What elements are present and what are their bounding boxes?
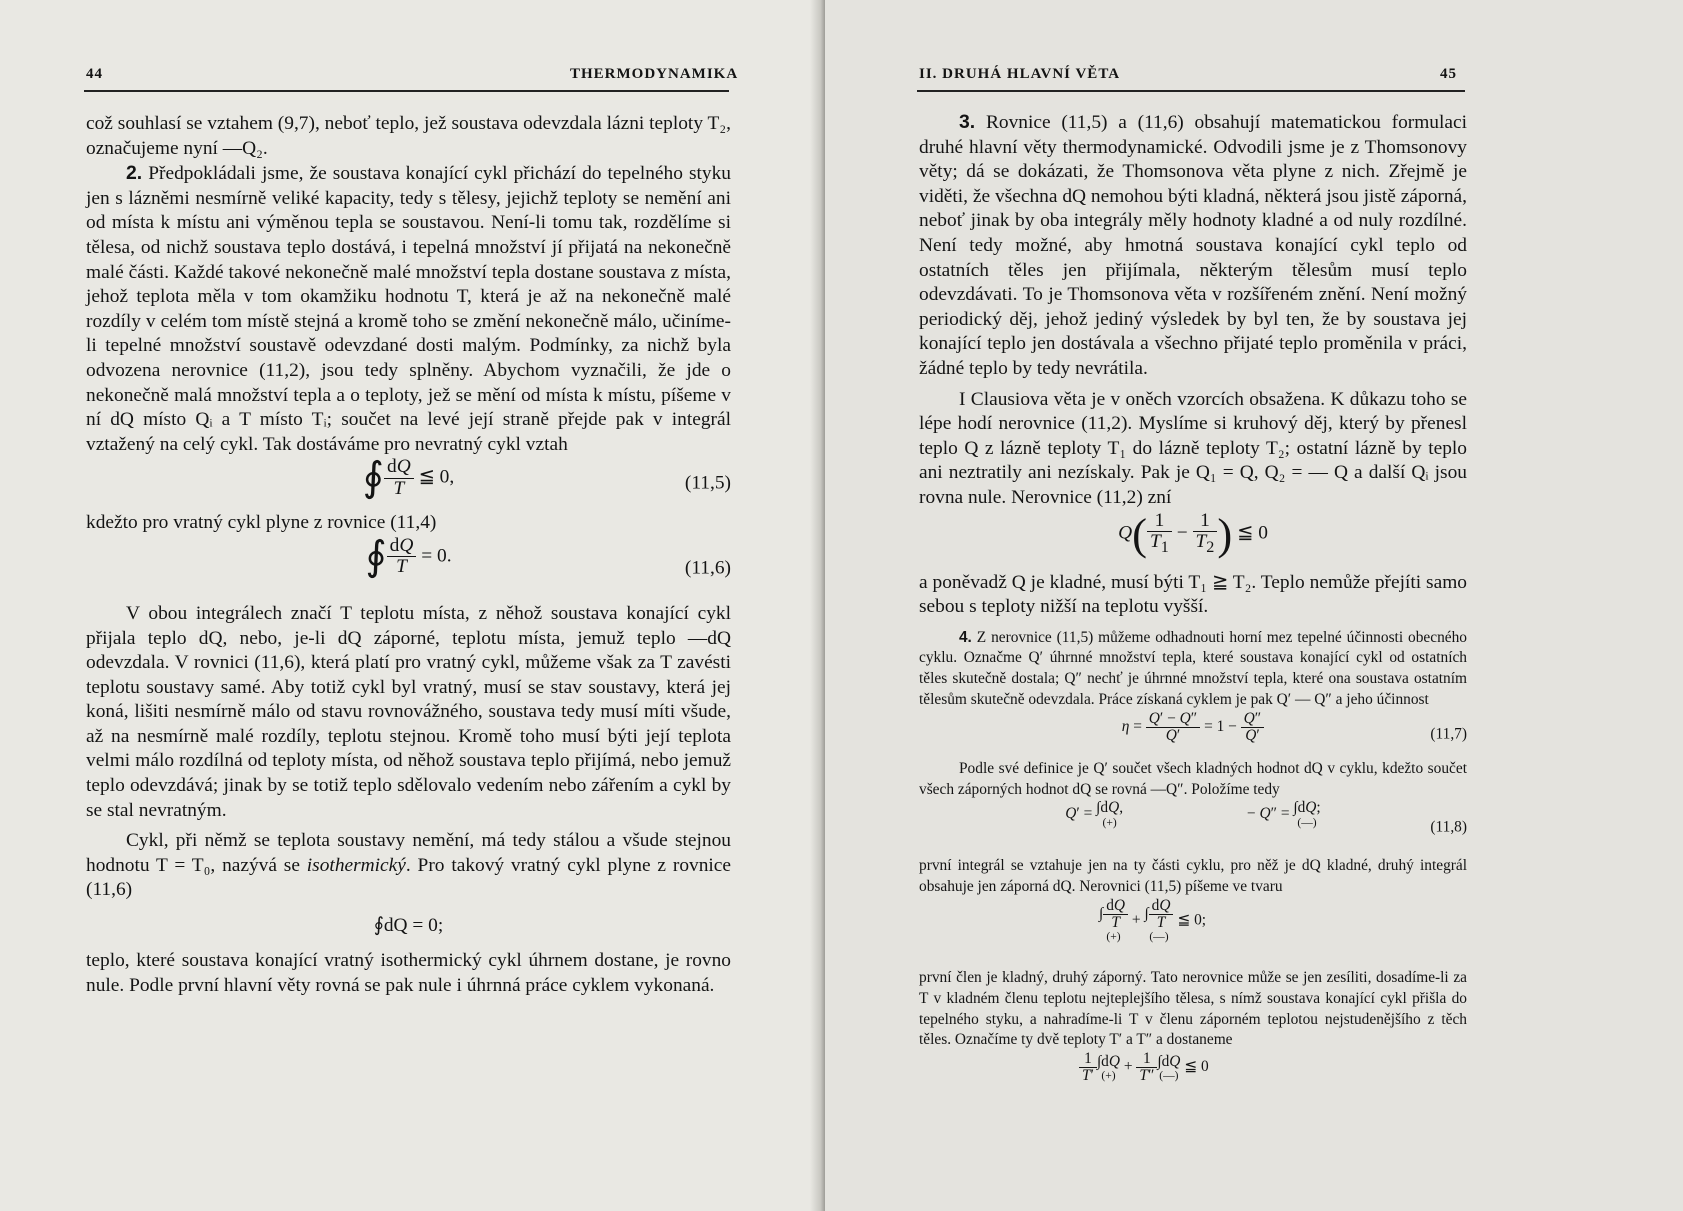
right-page <box>825 0 1683 1211</box>
section-number: 4. <box>959 628 972 646</box>
right-body <box>919 110 1467 1113</box>
running-head: II. DRUHÁ HLAVNÍ VĚTA <box>919 66 1121 82</box>
equation-isothermal: ∮dQ = 0; <box>373 915 444 937</box>
section-2 <box>86 161 731 457</box>
equation-relation: ≦ 0, <box>418 466 455 488</box>
equation-split-integral: ∫ $\frac{dQ}{T}$ (+) + ∫ $\frac{dQ}{T}$ (—) ≦ 0; <box>1099 897 1207 944</box>
small-print-section <box>919 628 1467 1114</box>
paragraph: Předpokládali jsme, že soustava konající cykl přichází do tepelného styku jen s lázněmi nesmírně veliké kapacity, tedy s tělesy, jejichž teploty se nemění ani od místa k místu ani výměnou tepla se soustavou. Není-li tomu tak, rozdělíme si tělesa, od nichž soustava teplo dostává, i tepelná množství jí přijatá na nekonečně malé části. Každé takové nekonečně malé množství tepla dostane soustava z místa, jehož teplota měla v tom okamžiku hodnotu T, která je až na nekonečně malé rozdíly v celém tom místě stejná a kromě toho se změní nekonečně málo, učiníme-li tepelné množství soustavě odevzdané dosti malým. Podmínky, za nichž byla odvozena nerovnice (11,2), jsou tedy splněny. Abychom vyznačili, že jde o nekonečně malá množství tepla a o teploty, jež se mění od místa k místu, píšeme v ní dQ místo Qᵢ a T místo Tᵢ; součet na levé její straně přejde pak v integrál vztažený na celý cykl. Tak dostáváme pro nevratný cykl vztah <box>86 163 731 455</box>
paragraph: Rovnice (11,5) a (11,6) obsahují matematickou formulaci druhé hlavní věty thermodynamické. Odvodili jsme je z Thomsonovy věty; dá se dokázati, že Thomsonova věta plyne z nich. Zřejmě je viděti, že všechna dQ nemohou býti kladná, některá jsou jistě záporná, neboť jinak by oba integrály měly hodnoty kladné a od nuly rozdílné. Není tedy možné, aby hmotná soustava konající cykl teplo od ostatních těles jen přijímala, některým tělesům musí teplo odevzdávati. To je Thomsonova věta v rozšířeném znění. Není možný periodický děj, jehož jediný výsledek by byl ten, že by soustava jej konající teplo jen dostávala a všechno přijaté teplo proměnila v práci, žádné teplo by tedy nevrátila. <box>919 112 1467 379</box>
fraction: $\frac{dQ}{T}$ <box>387 536 417 578</box>
paragraph: první člen je kladný, druhý záporný. Tato nerovnice může se jen zesíliti, dosadíme-li za T v kladném členu teplotu nejteplejšího tělesa, s nímž soustava konající cykl přišla do tepelného styku, a nahradíme-li T v členu záporném teplotou nejstudenějšího z těch těles. Označíme ty dvě teploty T′ a T″ a dostaneme <box>919 969 1467 1049</box>
equation-11-5 <box>86 454 731 511</box>
equation-label: (11,8) <box>1430 819 1467 837</box>
page-number: 45 <box>1440 66 1457 82</box>
contour-integral-symbol: ∮ <box>362 454 384 500</box>
equation-label: (11,6) <box>684 557 731 579</box>
section-3 <box>919 110 1467 382</box>
running-head: THERMODYNAMIKA <box>570 66 739 82</box>
paragraph: I Clausiova věta je v oněch vzorcích obsažena. K důkazu toho se lépe hodí nerovnice (11,2). Myslíme si kruhový děj, který by přenesl teplo Q z lázně teploty T₁ do lázně teploty T₂; ostatní lázně by teplo ani neztratily ani nezískaly. Pak je Q₁ = Q, Q₂ = — Q a další Qᵢ jsou rovna nule. Nerovnice (11,2) zní <box>919 388 1467 508</box>
paragraph: Z nerovnice (11,5) můžeme odhadnouti horní mez tepelné účinnosti obecného cyklu. Označme Q′ úhrnné množství tepla, které soustava konající cykl od ostatních těles skutečně dostala; Q″ nechť je úhrnné množství tepla, které ona soustava ostatním tělesům skutečně odevzdala. Práce získaná cyklem je pak Q′ — Q″ a jeho účinnost <box>919 628 1467 709</box>
header-rule <box>84 90 729 92</box>
paragraph: V obou integrálech značí T teplotu místa, z něhož soustava konající cykl přijala teplo dQ, nebo, je-li dQ záporné, teplotu místa, jemuž teplo —dQ odevzdala. V rovnici (11,6), která platí pro vratný cykl, můžeme však za T zavésti teplotu soustavy samé. Aby totiž cykl byl vratný, musí se stav soustavy, která jej koná, lišiti nesmírně málo od stavu rovnovážného, soustava tedy musí míti všude, až na nesmírně malé rozdíly, teplotu stejnou. Kromě toho musí býti její teplota velmi málo rozdílná od teploty místa, od něhož soustava teplo přijímá, nebo jemuž teplo odevzdává; jinak by se totiž teplo sdělovalo vedením nebo zářením a cykl by se stal nevratným. <box>86 602 731 821</box>
left-body <box>86 112 731 998</box>
paragraph: první integrál se vztahuje jen na ty části cyklu, pro něž je dQ kladné, druhý integrál obsahuje jen záporná dQ. Nerovnici (11,5) píšeme ve tvaru <box>919 857 1467 896</box>
section-number: 2. <box>126 162 143 185</box>
contour-integral-symbol: ∮ <box>365 533 387 579</box>
equation-11-6 <box>86 533 731 602</box>
equation-label: (11,5) <box>684 473 731 495</box>
section-number: 3. <box>959 111 976 133</box>
left-page <box>0 0 825 1211</box>
paragraph: a poněvadž Q je kladné, musí býti T₁ ≧ T₂. Teplo nemůže přejíti samo sebou s teploty nižší na teplotu vyšší. <box>919 571 1467 618</box>
fraction: $\frac{dQ}{T}$ <box>384 457 414 499</box>
equation-11-7: η = $\frac{Q' - Q''}{Q'}$ = 1 − $\frac{Q''}{Q'}$ (11,7) <box>1121 709 1467 745</box>
section-4 <box>919 628 1467 711</box>
equation-final: $\frac{1}{T'}$ ∫dQ (+) + $\frac{1}{T''}$ ∫dQ (—) ≦ 0 <box>919 1051 1467 1113</box>
equation-11-8: Q′ = ∫dQ, (+) − Q″ = ∫dQ; (—) (11,8) <box>919 800 1467 856</box>
equation-clausius: Q( $\frac{1}{T_1}$ − $\frac{1}{T_2}$ ) ≦ 0 <box>1118 508 1268 559</box>
paragraph-isothermal: Cykl, při němž se teplota soustavy nemění, má tedy stálou a všude stejnou hodnotu T = T₀, nazývá se isothermický. Pro takový vratný cykl plyne z rovnice (11,6) <box>86 830 732 901</box>
equation-relation: ≦ 0 <box>1237 522 1268 544</box>
equation-label: (11,7) <box>1430 725 1467 743</box>
paragraph: Podle své definice je Q′ součet všech kladných hodnot dQ v cyklu, kdežto součet všech záporných hodnot dQ se rovná —Q″. Položíme tedy <box>919 759 1467 798</box>
paragraph: teplo, které soustava konající vratný isothermický cykl úhrnem dostane, je rovno nule. Podle první hlavní věty rovná se pak nule i úhrnná práce cyklem vykonaná. <box>86 950 731 996</box>
paragraph: což souhlasí se vztahem (9,7), neboť teplo, jež soustava odevzdala lázni teploty T₂, označujeme nyní —Q₂. <box>86 113 731 159</box>
emphasis-term: isothermický <box>306 854 406 876</box>
paragraph: kdežto pro vratný cykl plyne z rovnice (11,4) <box>86 512 437 534</box>
header-rule <box>917 90 1465 92</box>
equation-relation: = 0. <box>421 545 452 567</box>
page-number: 44 <box>86 66 103 82</box>
